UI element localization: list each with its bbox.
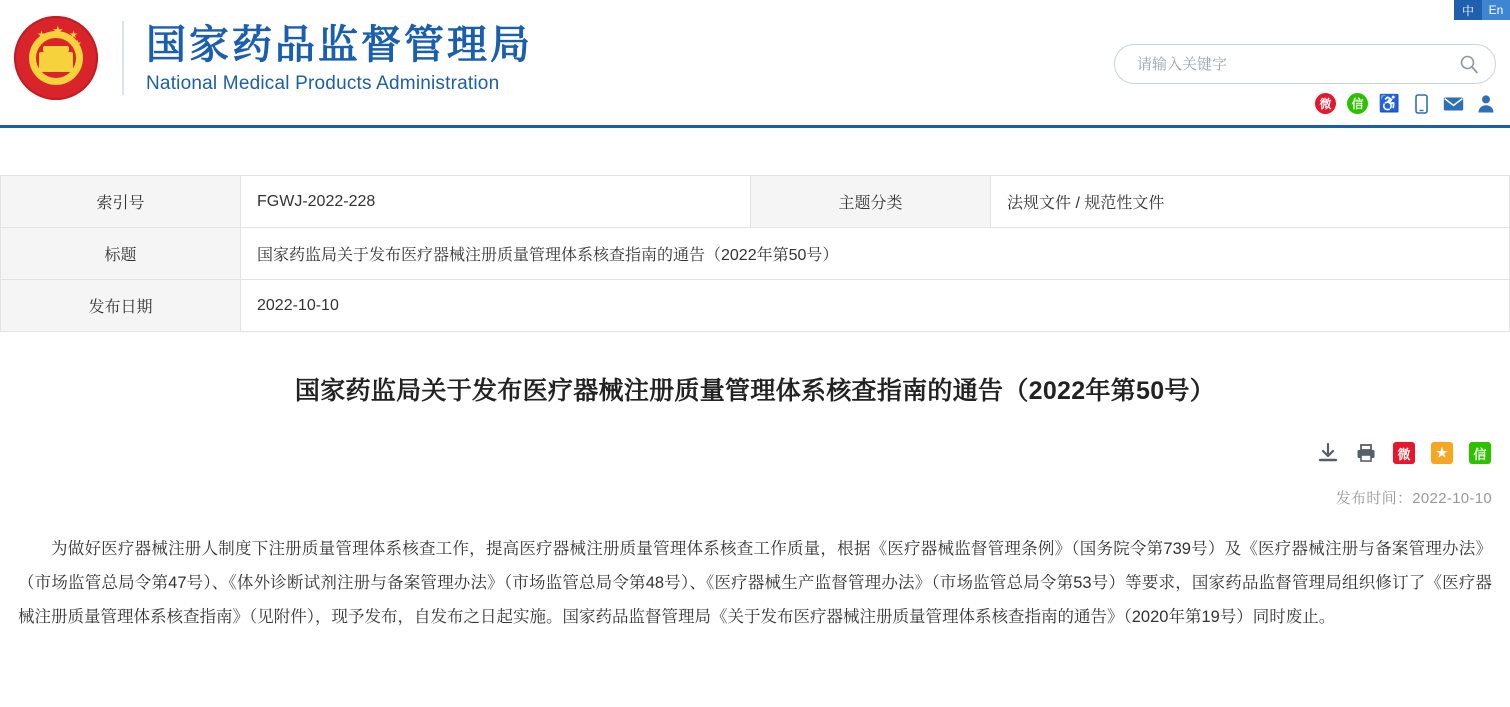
meta-label-title: 标题 xyxy=(1,228,241,280)
meta-value-category: 法规文件 / 规范性文件 xyxy=(991,176,1510,228)
weibo-icon[interactable] xyxy=(1315,93,1336,114)
print-icon[interactable] xyxy=(1354,441,1378,465)
language-switch[interactable] xyxy=(1454,0,1510,20)
wechat-icon[interactable] xyxy=(1347,93,1368,114)
publish-time-label: 发布时间： xyxy=(1335,490,1413,507)
article-toolbar[interactable] xyxy=(14,441,1496,465)
favorite-icon[interactable] xyxy=(1430,441,1454,465)
meta-value-title: 国家药监局关于发布医疗器械注册质量管理体系核查指南的通告（2022年第50号） xyxy=(241,228,1510,280)
language-option-en[interactable]: En xyxy=(1482,0,1510,20)
header-social-icons[interactable] xyxy=(1315,93,1496,114)
publish-time-value: 2022-10-10 xyxy=(1412,490,1492,507)
search-icon[interactable] xyxy=(1457,52,1481,76)
wechat-glyph: 信 xyxy=(1347,93,1368,114)
page-title: 国家药监局关于发布医疗器械注册质量管理体系核查指南的通告（2022年第50号） xyxy=(294,377,1216,405)
weibo-glyph: 微 xyxy=(1315,93,1336,114)
page-content xyxy=(0,175,1510,634)
share-wechat-glyph: 信 xyxy=(1469,442,1491,464)
org-name-cn: 国家药品监督管理局 xyxy=(146,23,533,67)
meta-label-date: 发布日期 xyxy=(1,280,241,332)
accessibility-icon[interactable] xyxy=(1379,93,1400,114)
site-brand[interactable] xyxy=(8,10,533,106)
language-option-cn[interactable]: 中 xyxy=(1454,0,1482,20)
accessibility-glyph: ♿ xyxy=(1378,94,1401,113)
site-titles xyxy=(122,21,533,95)
mail-icon[interactable] xyxy=(1443,93,1464,114)
search-box[interactable] xyxy=(1114,44,1496,84)
national-emblem-icon: ★ ★ ★ ★ ★ xyxy=(8,10,104,106)
meta-value-index: FGWJ-2022-228 xyxy=(241,176,751,228)
download-icon[interactable] xyxy=(1316,441,1340,465)
site-header xyxy=(0,0,1510,128)
article xyxy=(0,372,1510,634)
share-wechat-icon[interactable] xyxy=(1468,441,1492,465)
table-row xyxy=(1,280,1510,332)
table-row xyxy=(1,176,1510,228)
search-input[interactable] xyxy=(1135,55,1457,74)
meta-label-category: 主题分类 xyxy=(751,176,991,228)
mobile-icon[interactable] xyxy=(1411,93,1432,114)
meta-value-date: 2022-10-10 xyxy=(241,280,1510,332)
publish-time xyxy=(14,487,1496,508)
share-weibo-glyph: 微 xyxy=(1393,442,1415,464)
user-icon[interactable] xyxy=(1475,93,1496,114)
table-row xyxy=(1,228,1510,280)
favorite-glyph: ★ xyxy=(1431,442,1453,464)
meta-label-index: 索引号 xyxy=(1,176,241,228)
document-meta-table xyxy=(0,175,1510,332)
share-weibo-icon[interactable] xyxy=(1392,441,1416,465)
article-paragraph: 为做好医疗器械注册人制度下注册质量管理体系核查工作，提高医疗器械注册质量管理体系核查工作质量，根据《医疗器械监督管理条例》（国务院令第739号）及《医疗器械注册与备案管理办法》（市场监管总局令第47号）、《体外诊断试剂注册与备案管理办法》（市场监管总局令第48号）、《医疗器械生产监督管理办法》（市场监管总局令第53号）等要求，国家药品监督管理局组织修订了《医疗器械注册质量管理体系核查指南》（见附件），现予发布，自发布之日起实施。国家药品监督管理局《关于发布医疗器械注册质量管理体系核查指南的通告》（2020年第19号）同时废止。 xyxy=(18,540,1492,626)
org-name-en: National Medical Products Administration xyxy=(146,73,500,94)
